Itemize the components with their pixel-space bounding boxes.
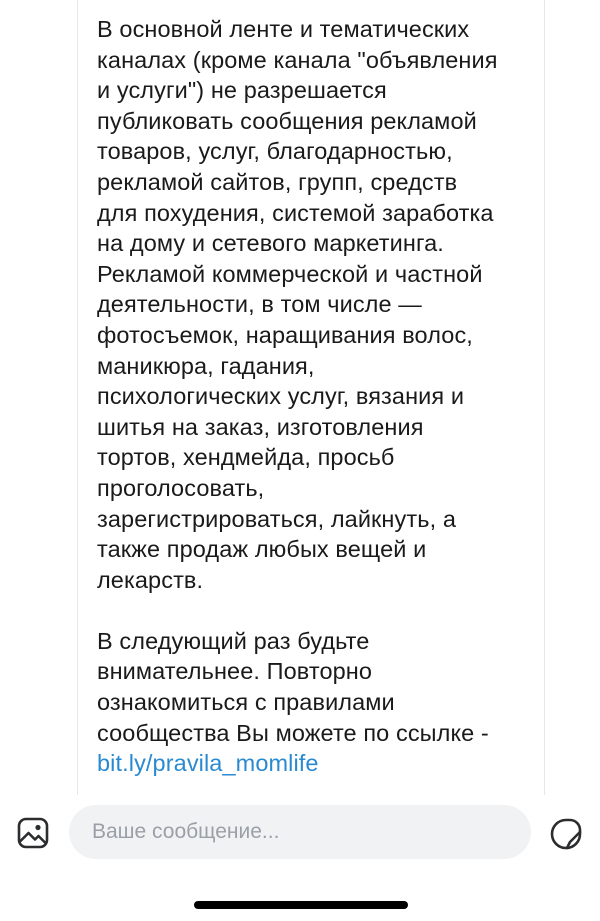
message-line: сообщества Вы можете по ссылке - (97, 719, 489, 746)
message-line: фотосъемок, наращивания волос, (97, 321, 473, 348)
message-line: В следующий раз будьте (97, 627, 370, 654)
message-line: маникюра, гадания, (97, 352, 315, 379)
message-line: для похудения, системой заработка (97, 199, 494, 226)
message-line: товаров, услуг, благодарностью, (97, 138, 453, 165)
message-line: Рекламой коммерческой и частной (97, 260, 483, 287)
message-line: тортов, хендмейда, просьб (97, 444, 395, 471)
message-line: шитья на заказ, изготовления (97, 413, 424, 440)
message-line: публиковать сообщения рекламой (97, 107, 477, 134)
message-line: В основной ленте и тематических (97, 16, 470, 42)
attach-image-button[interactable] (14, 814, 52, 852)
message-input[interactable] (69, 805, 531, 859)
paragraph-gap (97, 595, 537, 626)
message-line: проголосовать, (97, 474, 265, 501)
message-text (97, 14, 537, 779)
message-line: рекламой сайтов, групп, средств (97, 168, 458, 195)
message-line: также продаж любых вещей и (97, 536, 427, 563)
message-line: каналах (кроме канала "объявления (97, 46, 498, 73)
rules-link[interactable]: bit.ly/pravila_momlife (97, 750, 319, 777)
message-line: внимательнее. Повторно (97, 658, 373, 685)
message-line: и услуги") не разрешается (97, 77, 387, 104)
home-indicator (194, 901, 408, 909)
message-line: деятельности, в том числе — (97, 291, 422, 318)
message-line-link (97, 748, 537, 779)
message-line: психологических услуг, вязания и (97, 383, 465, 410)
image-icon (16, 816, 50, 850)
message-composer (0, 795, 600, 875)
message-line: лекарств. (97, 566, 204, 593)
message-line: на дому и сетевого маркетинга. (97, 230, 444, 257)
message-line: зарегистрироваться, лайкнуть, а (97, 505, 456, 532)
sticker-icon (548, 816, 584, 852)
message-line: ознакомиться с правилами (97, 689, 395, 716)
sticker-button[interactable] (546, 814, 586, 854)
